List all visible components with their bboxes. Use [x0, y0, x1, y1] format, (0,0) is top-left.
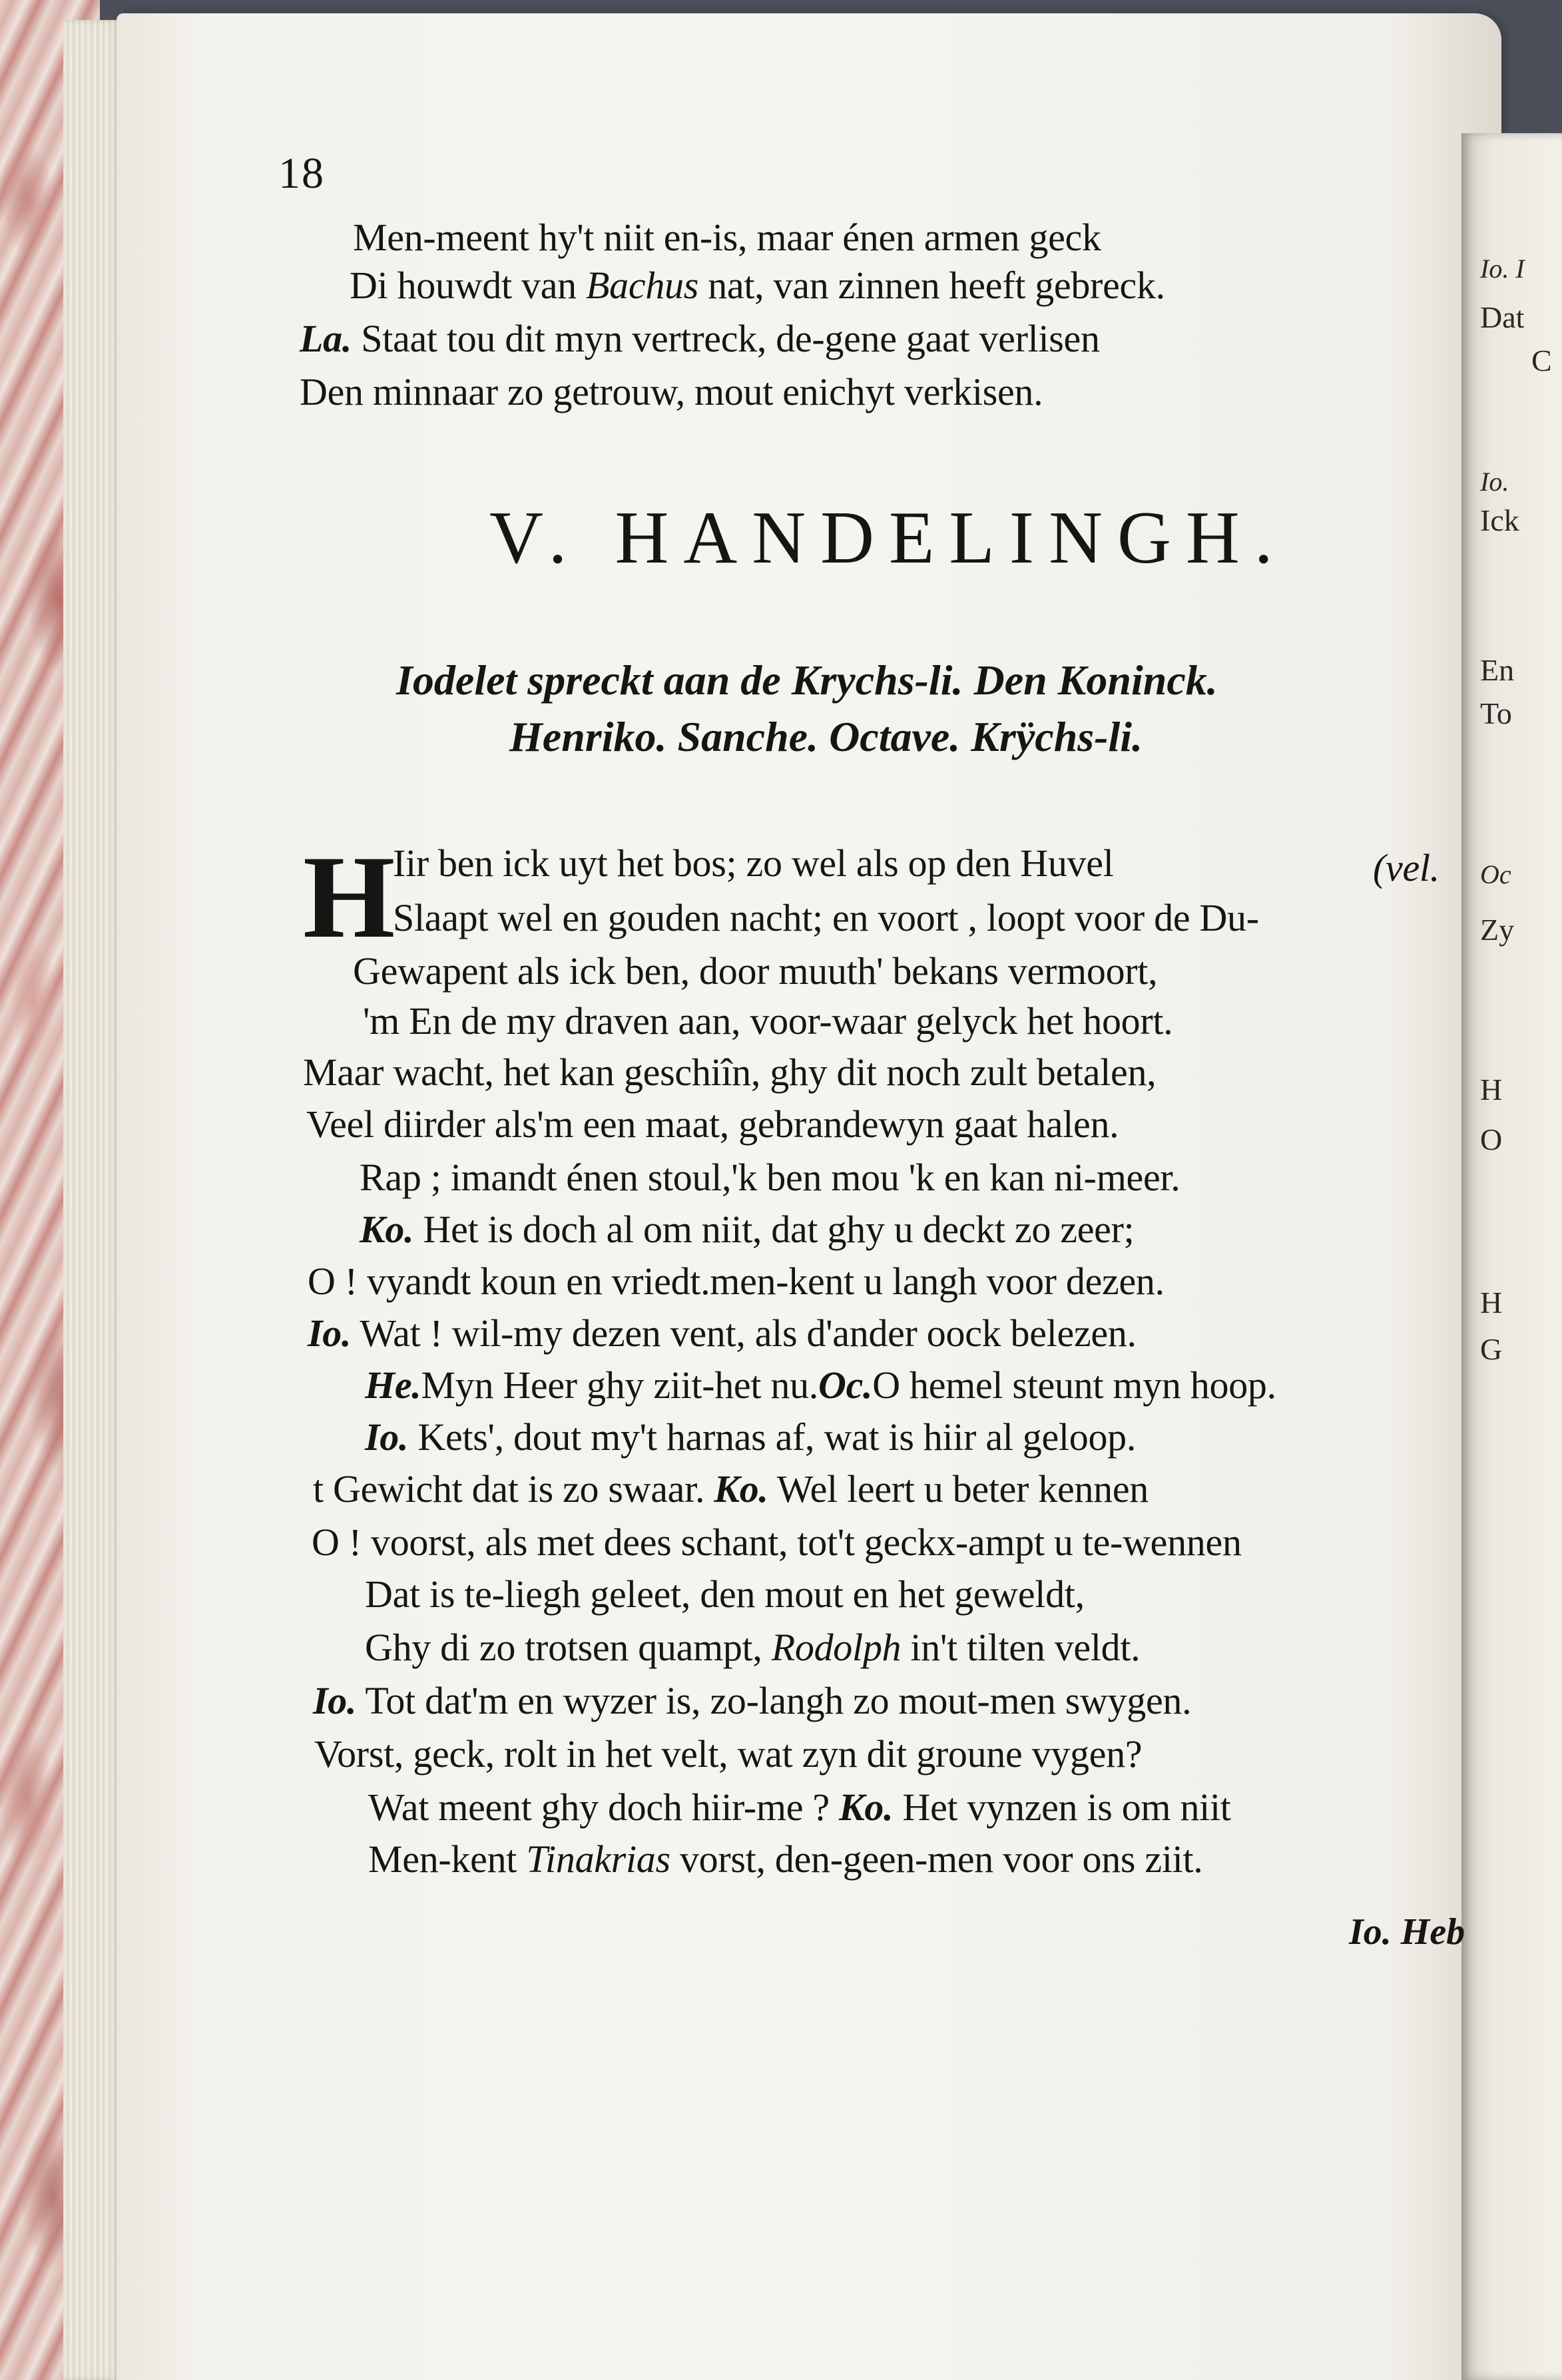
speaker-label: Io. [313, 1679, 357, 1722]
verse-line: Rap ; imandt énen stoul,'k ben mou 'k en kan ni-meer. [360, 1156, 1180, 1199]
verse-line: O ! vyandt koun en vriedt.men-kent u langh voor dezen. [308, 1260, 1165, 1303]
speaker-label: La. [300, 317, 352, 360]
verse-line: Vorst, geck, rolt in het velt, wat zyn dit groune vygen? [314, 1732, 1143, 1776]
verse-line: Io. Wat ! wil-my dezen vent, als d'ander oock belezen. [308, 1311, 1137, 1355]
facing-fragment: C [1531, 344, 1552, 377]
speaker-label: Io. [365, 1415, 409, 1459]
speaker-label: Oc. [818, 1363, 873, 1407]
speaker-label: Io. [308, 1311, 352, 1355]
facing-fragment: En [1480, 653, 1515, 687]
verse-line: Dat is te-liegh geleet, den mout en het geweldt, [365, 1572, 1085, 1616]
act-heading: V. HANDELINGH. [489, 497, 1288, 579]
facing-fragment: Io. I [1480, 254, 1525, 284]
verse-line: Maar wacht, het kan geschiîn, ghy dit noch zult betalen, [303, 1051, 1157, 1094]
facing-fragment: O [1480, 1122, 1503, 1156]
facing-fragment: Ick [1480, 503, 1519, 537]
verse-line: Ko. Het is doch al om niit, dat ghy u deckt zo zeer; [360, 1208, 1135, 1251]
verse-line: Io. Tot dat'm en wyzer is, zo-langh zo mout-men swygen. [313, 1679, 1192, 1722]
drop-cap: H [303, 831, 395, 963]
verse-line: Io. Kets', dout my't harnas af, wat is hiir al geloop. [365, 1415, 1137, 1459]
name-italic: Rodolph [771, 1626, 902, 1669]
verse-line: Den minnaar zo getrouw, mout enichyt verkisen. [300, 370, 1043, 413]
verse-line: Slaapt wel en gouden nacht; en voort , loopt voor de Du- [393, 896, 1259, 939]
verse-line: Men-kent Tinakrias vorst, den-geen-men voor ons ziit. [368, 1837, 1203, 1881]
facing-fragment: Io. [1480, 467, 1509, 497]
verse-line: Wat meent ghy doch hiir-me ? Ko. Het vynzen is om niit [368, 1785, 1231, 1829]
verse-line: Ghy di zo trotsen quampt, Rodolph in't tilten veldt. [365, 1626, 1141, 1669]
verse-line: Veel diirder als'm een maat, gebrandewyn gaat halen. [306, 1102, 1119, 1146]
verse-line: Di houwdt van Bachus nat, van zinnen heeft gebreck. [350, 264, 1165, 307]
facing-fragment: H [1480, 1286, 1503, 1319]
facing-fragment: G [1480, 1332, 1503, 1366]
verse-line: Men-meent hy't niit en-is, maar énen armen geck [353, 216, 1101, 259]
facing-fragment: H [1480, 1072, 1503, 1106]
facing-fragment: Zy [1480, 913, 1515, 947]
verse-line: Iir ben ick uyt het bos; zo wel als op den Huvel [393, 841, 1114, 885]
cast-line: Iodelet spreckt aan de Krychs-li. Den Koninck. [396, 656, 1218, 704]
speaker-label: He. [365, 1363, 421, 1407]
catchword: Io. Heb [1349, 1911, 1465, 1953]
speaker-label: Ko. [360, 1208, 414, 1251]
page-number: 18 [278, 149, 325, 198]
facing-fragment: To [1480, 696, 1512, 730]
name-italic: Bachus [586, 264, 698, 307]
stage-note: (vel. [1373, 846, 1439, 889]
speaker-label: Ko. [829, 1785, 894, 1829]
verse-line: La. Staat tou dit myn vertreck, de-gene gaat verlisen [300, 317, 1100, 360]
verse-line: He.Myn Heer ghy ziit-het nu.Oc.O hemel steunt myn hoop. [365, 1363, 1276, 1407]
cast-line: Henriko. Sanche. Octave. Krÿchs-li. [509, 713, 1143, 760]
facing-fragment: Oc [1480, 859, 1511, 889]
name-italic: Tinakrias [526, 1837, 670, 1881]
speaker-label: Ko. [704, 1467, 768, 1511]
verse-line: O ! voorst, als met dees schant, tot't geckx-ampt u te-wennen [312, 1521, 1242, 1564]
verse-line: Gewapent als ick ben, door muuth' bekans vermoort, [353, 949, 1158, 993]
facing-fragment: Dat [1480, 300, 1525, 334]
verse-line: 'm En de my draven aan, voor-waar gelyck het hoort. [363, 999, 1173, 1043]
verse-line: t Gewicht dat is zo swaar. Ko. Wel leert u beter kennen [313, 1467, 1149, 1511]
